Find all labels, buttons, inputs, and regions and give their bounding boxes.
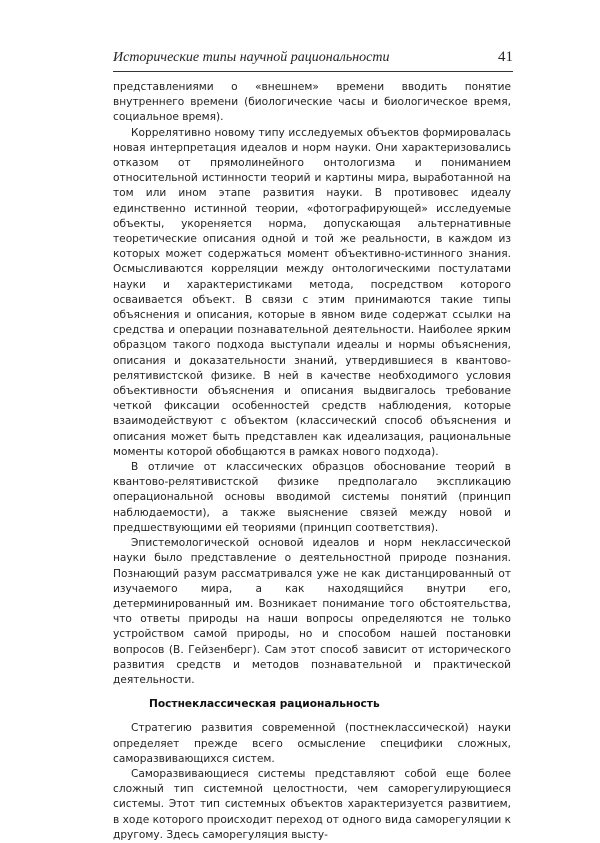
paragraph: Саморазвивающиеся системы представляют собой еще более сложный тип системной целостности, чем саморегулирующиеся системы. Этот тип системных объектов характеризуется развитием, в ходе которого происходит переход от одного вида саморегуляции к другому. Здесь саморегуляция высту- — [113, 767, 511, 841]
running-title: Исторические типы научной рациональности — [113, 50, 390, 65]
paragraph: Коррелятивно новому типу исследуемых объектов формировалась новая интерпретация идеалов и норм науки. Они характеризовались отказом от прямолинейного онтологизма и пониманием относительной истинности теорий и картины мира, выработанной на том или ином этапе развития науки. В противовес идеалу единственно истинной теории, «фотографирующей» исследуемые объекты, укореняется норма, допускающая альтернативные теоретические описания одной и той же реальности, в каждом из которых может содержаться момент объективно-истинного знания. Осмысливаются корреляции между онтологическими постулатами науки и характеристиками метода, посредством которого осваивается объект. В связи с этим принимаются такие типы объяснения и описания, которые в явном виде содержат ссылки на средства и операции познавательной деятельности. Наиболее ярким образцом такого подхода выступали идеалы и нормы объяснения, описания и доказательности знаний, утвердившиеся в квантово-релятивистской физике. В ней в качестве необходимого условия объективности объяснения и описания выдвигалось требование четкой фиксации особенностей средств наблюдения, которые взаимодействуют с объектом (классический способ объяснения и описания может быть представлен как идеализация, рациональные моменты которой обобщаются в рамках нового подхода). — [113, 126, 511, 458]
paragraph-continuation: представлениями о «внешнем» времени вводить понятие внутреннего времени (биологические часы и биологическое время, социальное время). — [113, 81, 511, 124]
page-number: 41 — [498, 49, 513, 65]
paragraph: Эпистемологической основой идеалов и норм неклассической науки было представление о деятельностной природе познания. Познающий разум рассматривался уже не как дистанцированный от изучаемого мира, а как находящийся внутри его, детерминированный им. Возникает понимание того обстоятельства, что ответы природы на наши вопросы определяются не только устройством самой природы, но и способом нашей постановки вопросов (В. Гейзенберг). Сам этот способ зависит от исторического развития средств и методов познавательной и практической деятельности. — [113, 537, 511, 686]
page-header — [113, 48, 513, 70]
paragraph: Стратегию развития современной (постнеклассической) науки определяет прежде всего осмысление специфики сложных, саморазвивающихся систем. — [113, 722, 511, 765]
paragraph: В отличие от классических образцов обоснование теорий в квантово-релятивистской физике предполагало экспликацию операциональной основы вводимой системы понятий (принцип наблюдаемости), а также выяснение связей между новой и предшествующими ей теориями (принцип соответствия). — [113, 461, 511, 534]
section-heading: Постнеклассическая рациональность — [149, 698, 380, 711]
header-rule — [113, 71, 513, 72]
page-body — [113, 80, 511, 843]
